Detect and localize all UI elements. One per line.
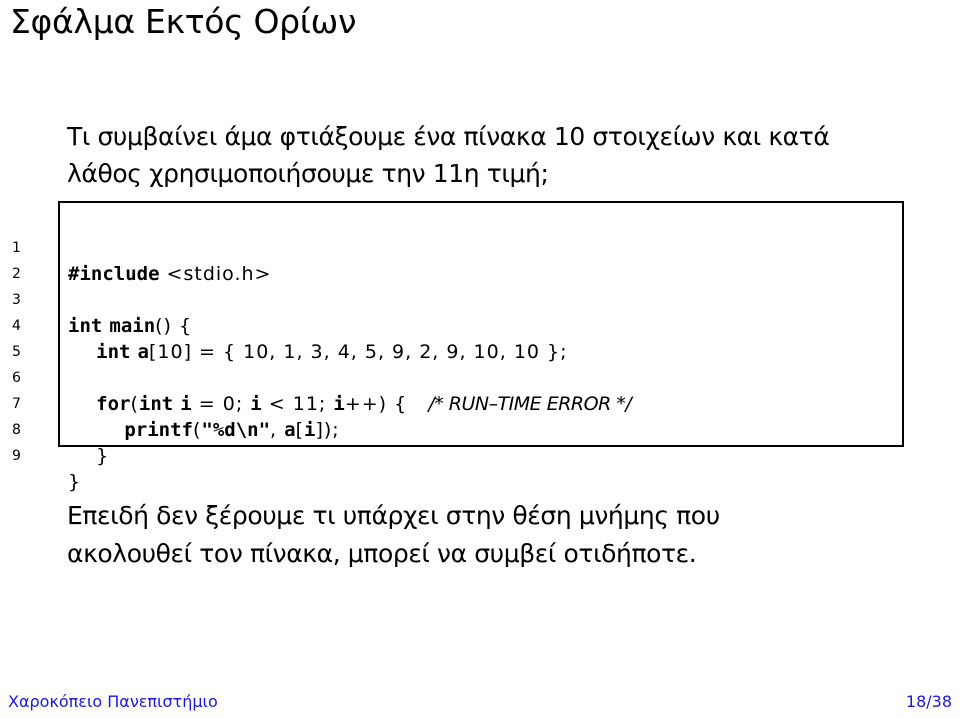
code-identifier: a [137,341,149,363]
code-text [68,313,192,339]
code-token: ]); [315,419,340,441]
code-token: [10] = { 10, 1, 3, 4, 5, 9, 2, 9, 10, 10 }; [149,341,568,363]
intro-line-2: λάθος χρησιμοποιήσουμε την 11η τιμή; [67,159,549,188]
code-comment: /* RUN–TIME ERROR */ [428,393,632,415]
code-token: < 11; [261,393,334,415]
code-keyword: int [68,315,103,337]
line-number: 5 [12,344,21,360]
intro-text [67,118,947,192]
code-keyword: int [138,393,174,415]
code-token: , [270,419,285,441]
code-line-8 [12,391,110,467]
code-line-5 [12,313,84,360]
code-token: [ [295,419,304,441]
code-identifier: i [304,419,316,441]
code-text: } [68,445,110,467]
outro-line-2: ακολουθεί τον πίνακα, μπορεί να συμβεί οτιδήποτε. [67,539,697,568]
code-text [68,391,631,417]
code-keyword: for [96,393,131,415]
code-identifier: a [284,419,296,441]
code-identifier: printf [124,419,193,441]
line-number: 2 [12,266,21,282]
code-listing [12,201,904,493]
code-line-9 [12,417,84,493]
code-line-1 [12,209,272,285]
code-token: <stdio.h> [159,263,272,285]
code-text [68,417,340,443]
code-token: ++) { [344,393,429,415]
line-number: 8 [12,422,21,438]
line-number: 7 [12,396,21,412]
code-token: ( [192,419,202,441]
code-line-2 [12,235,84,282]
code-string: "%d\n" [201,419,271,441]
footer-page-number: 18/38 [905,692,952,711]
line-number: 6 [12,370,21,386]
line-number: 3 [12,292,21,308]
code-identifier: i [250,393,262,415]
line-number: 4 [12,318,21,334]
slide-title: Σφάλμα Εκτός Ορίων [10,2,357,41]
outro-line-1: Επειδή δεν ξέρουμε τι υπάρχει στην θέση μνήμης που [67,501,720,530]
code-keyword: #include [68,263,160,285]
line-number: 9 [12,448,21,464]
code-text [68,339,568,365]
line-number: 1 [12,240,21,256]
code-keyword: int [96,341,131,363]
code-token: () { [155,315,193,337]
footer-institution: Χαροκόπειο Πανεπιστήμιο [8,692,218,711]
code-text: } [68,471,82,493]
code-token: ( [130,393,139,415]
code-identifier: i [180,393,192,415]
code-identifier: main [109,315,156,337]
code-token: = 0; [191,393,251,415]
intro-line-1: Τι συμβαίνει άμα φτιάξουμε ένα πίνακα 10 στοιχείων και κατά [67,122,830,151]
code-identifier: i [333,393,345,415]
outro-text [67,497,947,573]
code-text [68,261,271,287]
